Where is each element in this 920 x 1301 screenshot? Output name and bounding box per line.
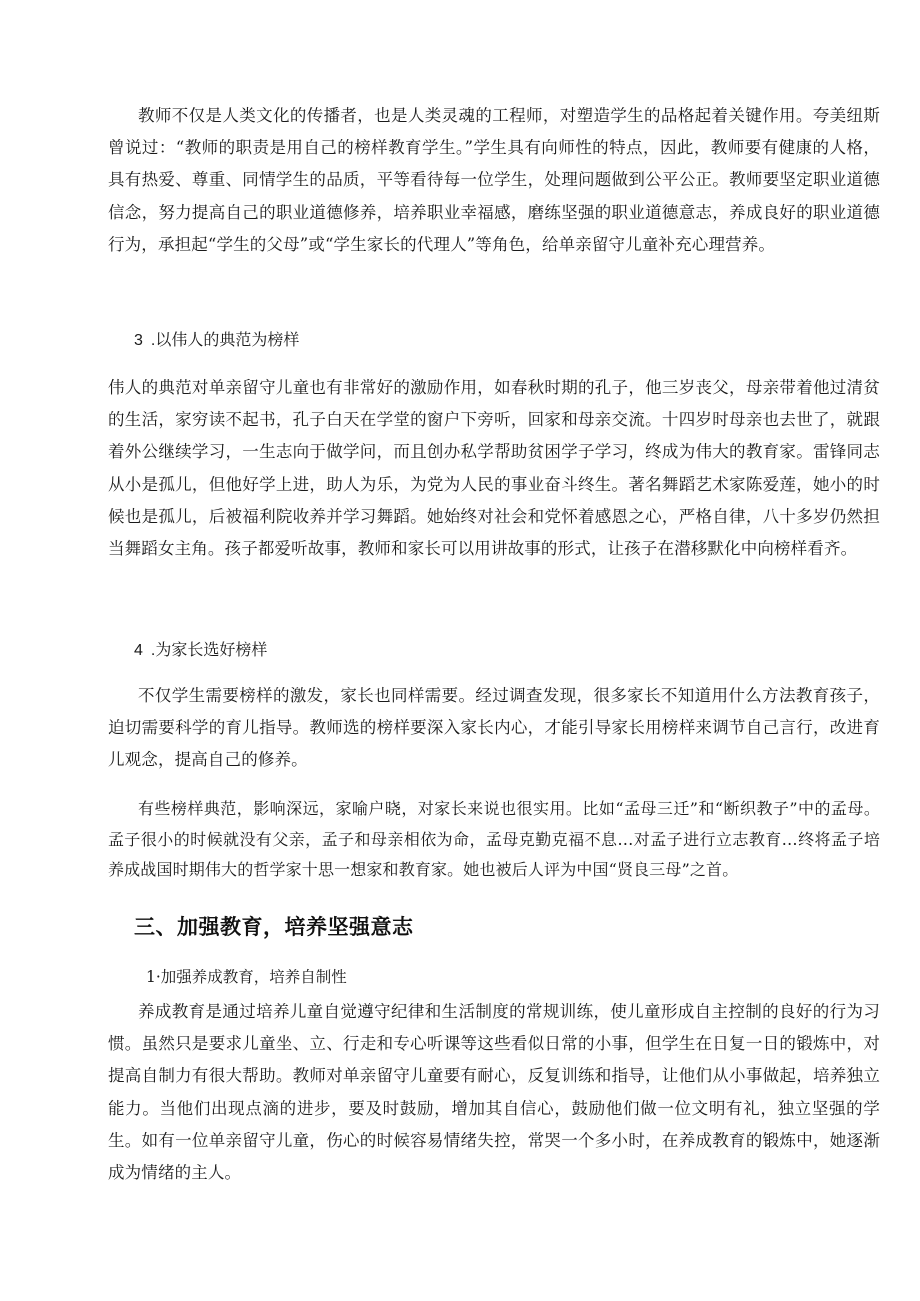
section-heading-three: 三、加强教育，培养坚强意志: [134, 915, 414, 939]
paragraph-teacher-role: 教师不仅是人类文化的传播者，也是人类灵魂的工程师，对塑造学生的品格起着关键作用。夸美纽斯曾说过：“教师的职责是用自己的榜样教育学生。”学生具有向师性的特点，因此，教师要有健康的人格，具有热爱、尊重、同情学生的品质，平等看待每一位学生，处理问题做到公平公正。教师要坚定职业道德信念，努力提高自己的职业道德修养，培养职业幸福感，磨练坚强的职业道德意志，养成良好的职业道德行为，承担起“学生的父母”或“学生家长的代理人”等角色，给单亲留守儿童补充心理营养。: [108, 106, 880, 254]
heading-3-number: 3: [134, 332, 143, 349]
paragraph-mencius-mother: 有些榜样典范，影响深远，家喻户晓，对家长来说也很实用。比如“孟母三迁”和“断织教子”中的孟母。孟子很小的时候就没有父亲，孟子和母亲相依为命，孟母克勤克福不息…对孟子进行立志教育…终将孟子培养成战国时期伟大的哲学家十思一想家和教育家。她也被后人评为中国“贤良三母”之首。: [108, 799, 880, 879]
paragraph-great-people: 伟人的典范对单亲留守儿童也有非常好的激励作用，如春秋时期的孔子，他三岁丧父，母亲带着他过清贫的生活，家穷读不起书，孔子白天在学堂的窗户下旁听，回家和母亲交流。十四岁时母亲也去世了，就跟着外公继续学习，一生志向于做学问，而且创办私学帮助贫困学子学习，终成为伟大的教育家。雷锋同志从小是孤儿，但他好学上进，助人为乐，为党为人民的事业奋斗终生。著名舞蹈艺术家陈爱莲，她小的时候也是孤儿，后被福利院收养并学习舞蹈。她始终对社会和党怀着感恩之心，严格自律，八十多岁仍然担当舞蹈女主角。孩子都爱听故事，教师和家长可以用讲故事的形式，让孩子在潜移默化中向榜样看齐。: [108, 378, 880, 559]
heading-3-great-people-models: [134, 330, 299, 352]
heading-4-parent-models: [134, 640, 267, 662]
heading-4-number: 4: [134, 642, 143, 659]
subheading-habit-education: 1·加强养成教育，培养自制性: [146, 968, 347, 986]
heading-4-text: .为家长选好榜样: [150, 642, 268, 659]
paragraph-habit-education: 养成教育是通过培养儿童自觉遵守纪律和生活制度的常规训练，使儿童形成自主控制的良好的行为习惯。虽然只是要求儿童坐、立、行走和专心听课等这些看似日常的小事，但学生在日复一日的锻炼中，对提高自制力有很大帮助。教师对单亲留守儿童要有耐心，反复训练和指导，让他们从小事做起，培养独立能力。当他们出现点滴的进步，要及时鼓励，增加其自信心，鼓励他们做一位文明有礼，独立坚强的学生。如有一位单亲留守儿童，伤心的时候容易情绪失控，常哭一个多小时，在养成教育的锻炼中，她逐渐成为情绪的主人。: [108, 1002, 880, 1183]
paragraph-parents-need-models: 不仅学生需要榜样的激发，家长也同样需要。经过调查发现，很多家长不知道用什么方法教育孩子，迫切需要科学的育儿指导。教师选的榜样要深入家长内心，才能引导家长用榜样来调节自己言行，改进育儿观念，提高自己的修养。: [108, 686, 880, 770]
heading-3-text: .以伟人的典范为榜样: [150, 332, 300, 349]
